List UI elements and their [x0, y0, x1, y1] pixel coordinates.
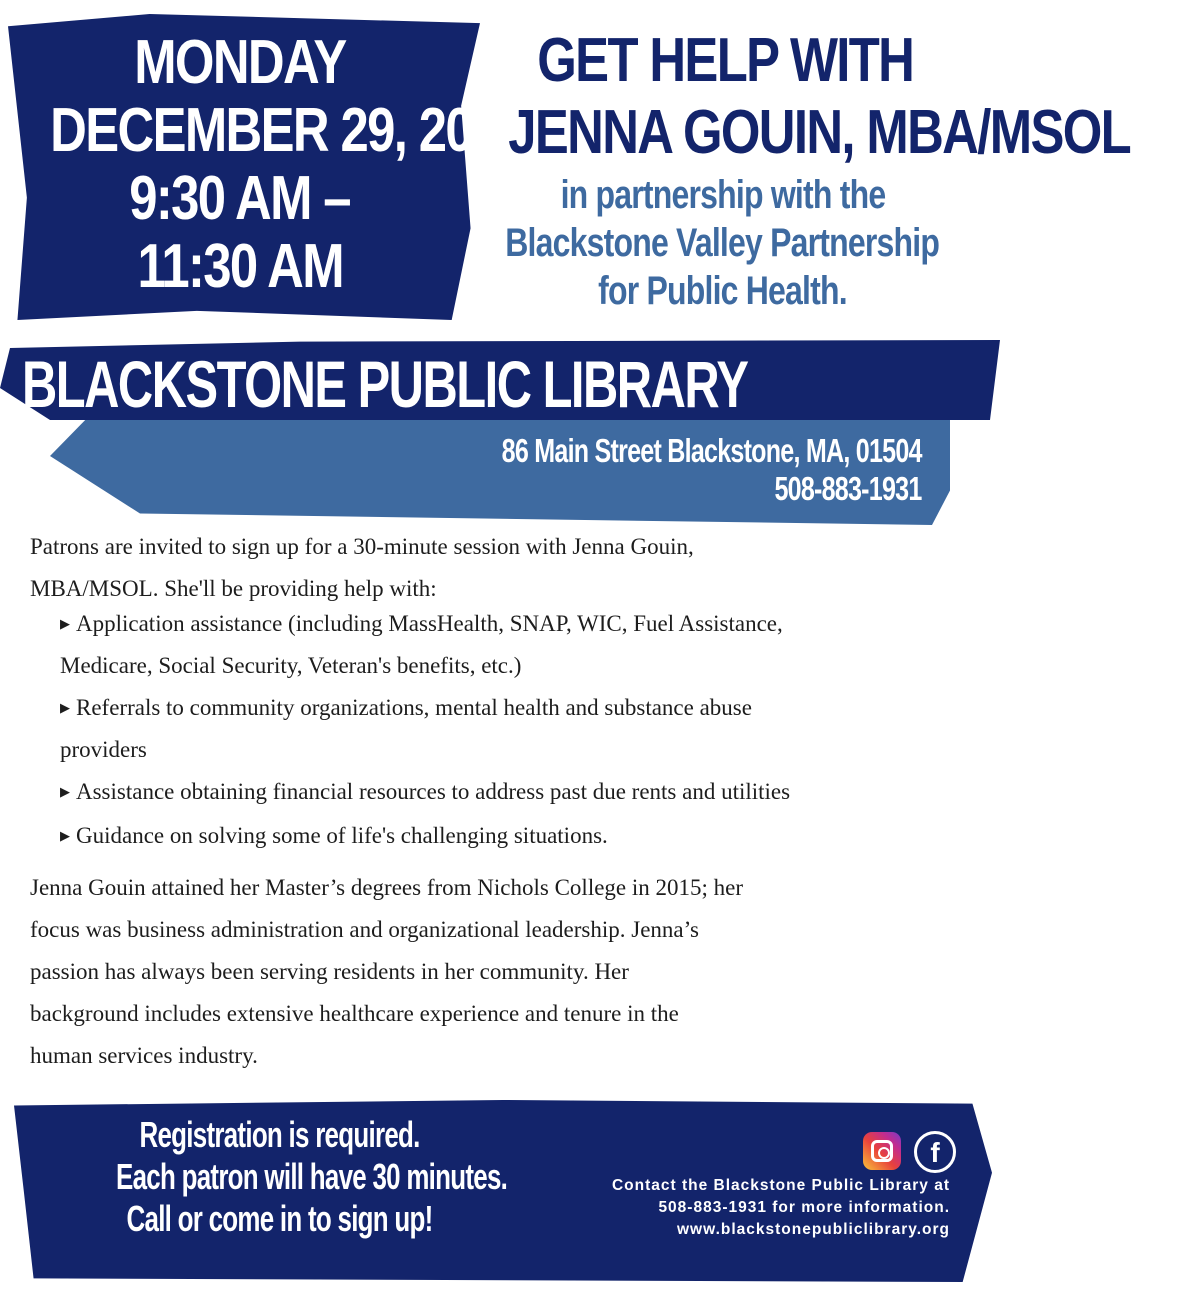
event-date [0, 96, 526, 165]
triangle-bullet-icon: ▶ [60, 616, 70, 631]
instagram-icon[interactable] [863, 1132, 901, 1170]
event-time-start [0, 164, 480, 233]
registration-text: Registration is required. [139, 1114, 421, 1155]
event-time-start-text: 9:30 AM – [129, 164, 351, 233]
title-text-2: JENNA GOUIN, MBA/MSOL [508, 98, 1131, 167]
registration-line [40, 1156, 520, 1198]
bio-line: passion has always been serving residents in her community. Her [30, 959, 629, 984]
triangle-bullet-icon: ▶ [60, 700, 70, 715]
bullet-text: Referrals to community organizations, mental health and substance abuse [76, 695, 752, 720]
partnership-line-2 [450, 220, 995, 266]
bullet-text: Application assistance (including MassHealth, SNAP, WIC, Fuel Assistance, [76, 611, 783, 636]
partnership-text: for Public Health. [598, 269, 847, 313]
intro-line: Patrons are invited to sign up for a 30-minute session with Jenna Gouin, [30, 534, 694, 559]
bullet-item [60, 687, 980, 771]
bullet-item [60, 815, 980, 857]
title-line-2 [440, 98, 1131, 167]
bullet-text: Guidance on solving some of life's challenging situations. [76, 823, 608, 848]
library-phone-text: 508-883-1931 [774, 470, 922, 507]
contact-phone: 508-883-1931 for more information. [658, 1199, 950, 1216]
library-address-text: 86 Main Street Blackstone, MA, 01504 [501, 432, 922, 469]
partnership-text: Blackstone Valley Partnership [505, 221, 940, 265]
event-time-end [0, 232, 480, 301]
registration-text: Each patron will have 30 minutes. [116, 1156, 508, 1197]
intro-line: MBA/MSOL. She'll be providing help with: [30, 576, 437, 601]
registration-line [40, 1198, 520, 1240]
contact-line: Contact the Blackstone Public Library at [611, 1177, 950, 1194]
bio-line: background includes extensive healthcare experience and tenure in the [30, 1001, 679, 1026]
intro-paragraph [30, 526, 980, 610]
library-name [22, 348, 1002, 420]
event-day-text: MONDAY [134, 28, 346, 97]
event-date-text: DECEMBER 29, 2025 [50, 96, 526, 165]
bullet-item [60, 771, 980, 813]
bullet-text: providers [60, 737, 147, 762]
bio-line: focus was business administration and organizational leadership. Jenna’s [30, 917, 699, 942]
bio-line: Jenna Gouin attained her Master’s degrees from Nichols College in 2015; her [30, 875, 744, 900]
library-name-text: BLACKSTONE PUBLIC LIBRARY [22, 347, 748, 421]
title-line-1 [440, 26, 1010, 95]
triangle-bullet-icon: ▶ [60, 784, 70, 799]
bullet-text: Assistance obtaining financial resources to address past due rents and utilities [76, 779, 791, 804]
partnership-text: in partnership with the [560, 173, 885, 217]
website-link[interactable]: www.blackstonepubliclibrary.org [676, 1221, 950, 1238]
title-text-1: GET HELP WITH [537, 26, 913, 95]
registration-text: Call or come in to sign up! [126, 1198, 434, 1239]
partnership-line-1 [450, 172, 995, 218]
event-time-end-text: 11:30 AM [137, 232, 343, 301]
bio-line: human services industry. [30, 1043, 258, 1068]
library-phone [728, 470, 922, 508]
bullet-text: Medicare, Social Security, Veteran's benefits, etc.) [60, 653, 522, 678]
library-address [369, 432, 922, 470]
triangle-bullet-icon: ▶ [60, 828, 70, 843]
facebook-icon[interactable]: f [914, 1131, 956, 1173]
registration-line [40, 1114, 520, 1156]
contact-info [612, 1175, 950, 1241]
bio-paragraph [30, 867, 980, 1077]
event-day [0, 28, 480, 97]
partnership-line-3 [450, 268, 995, 314]
bullet-item [60, 603, 980, 687]
